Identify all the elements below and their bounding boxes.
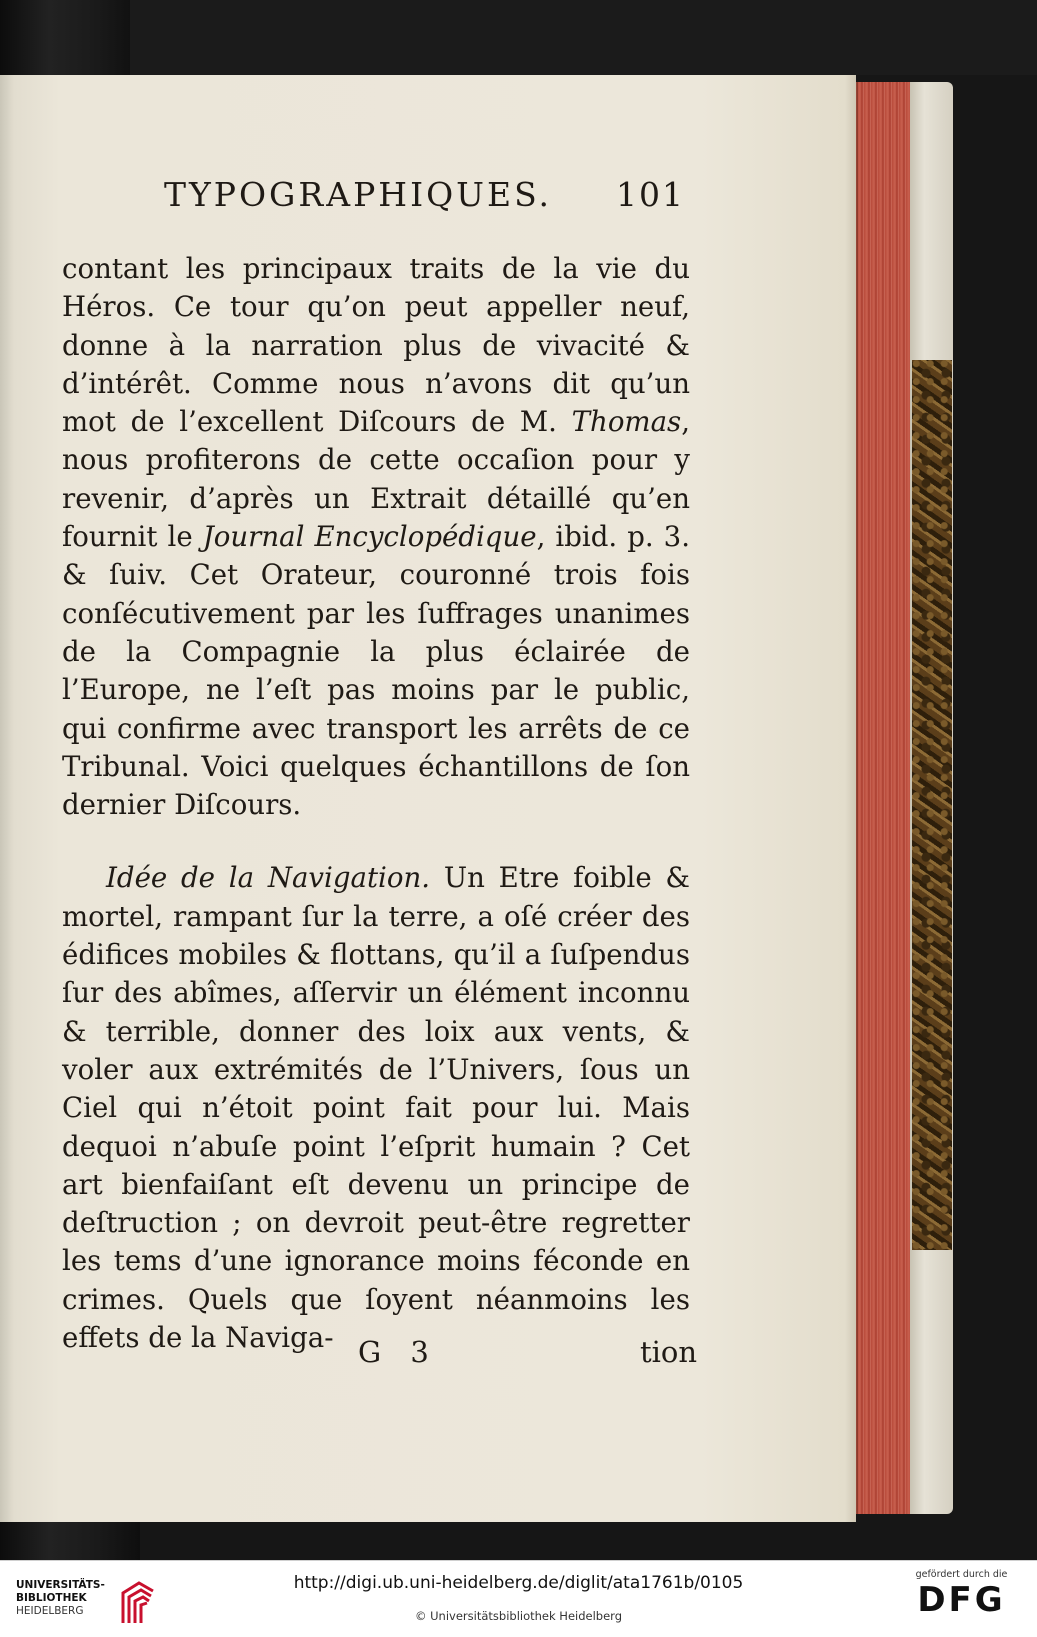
p1-text-a: contant les principaux traits de la vie du Héros. Ce tour qu’on peut appeller neuf, donne à la narration plus de vivacité & d’intérêt. Comme nous n’avons dit qu’un mot de l’excellent Diſcours de M. [62,252,690,439]
paragraph-1 [62,250,690,824]
page-header [60,175,685,225]
page-body [62,250,690,1357]
logo-line-2: BIBLIOTHEK [16,1592,87,1604]
marbled-board [912,360,952,1250]
p1-text-c: , ibid. p. 3. & ſuiv. Cet Orateur, couronné trois fois conſécutivement par les ſuffrages unanimes de la Compagnie la plus éclairée de l’Europe, ne l’eſt pas moins par le public, qui confirme avec transport les arrêts de ce Tribunal. Voici quelques échantillons de ſon dernier Diſcours. [62,520,691,822]
page-number: 101 [616,175,685,214]
dfg-logo[interactable] [904,1569,1019,1631]
running-head: TYPOGRAPHIQUES. [164,175,552,214]
catchword: tion [640,1335,698,1369]
section-title: Idée de la Navigation. [106,861,431,895]
footer-bar [0,1560,1037,1637]
dfg-wordmark: DFG [917,1580,1006,1620]
book-board [130,0,1037,75]
dfg-funding-note: gefördert durch die [915,1569,1008,1580]
paragraph-2 [62,859,690,1357]
author-name: Thomas [571,405,682,439]
signature-mark: G 3 [358,1335,439,1369]
copyright-notice: © Universitätsbibliothek Heidelberg [414,1609,622,1623]
logo-line-3: HEIDELBERG [16,1605,84,1617]
logo-line-1: UNIVERSITÄTS- [16,1579,105,1591]
p2-text: Un Etre foible & mortel, rampant ſur la terre, a oſé créer des édifices mobiles & flottans, qu’il a ſuſpendus ſur des abîmes, aſſervir un élément inconnu & terrible, donner des loix aux vents, & voler aux extrémités de l’Univers, ſous un Ciel qui n’étoit point fait pour lui. Mais dequoi n’abuſe point l’eſprit humain ? Cet art bienfaiſant eſt devenu un principe de deſtruction ; on devroit peut-être regretter les tems d’une ignorance moins féconde en crimes. Quels que ſoyent néanmoins les effets de la Naviga- [62,861,690,1355]
red-page-edges [850,82,910,1514]
permalink-url[interactable]: http://digi.ub.uni-heidelberg.de/diglit/ata1761b/0105 [293,1573,744,1593]
journal-title: Journal Encyclopédique [202,520,537,554]
p1-text-b: , nous profiterons de cette occaſion pour y revenir, d’après un Extrait détaillé qu’en fournit le [62,405,690,554]
